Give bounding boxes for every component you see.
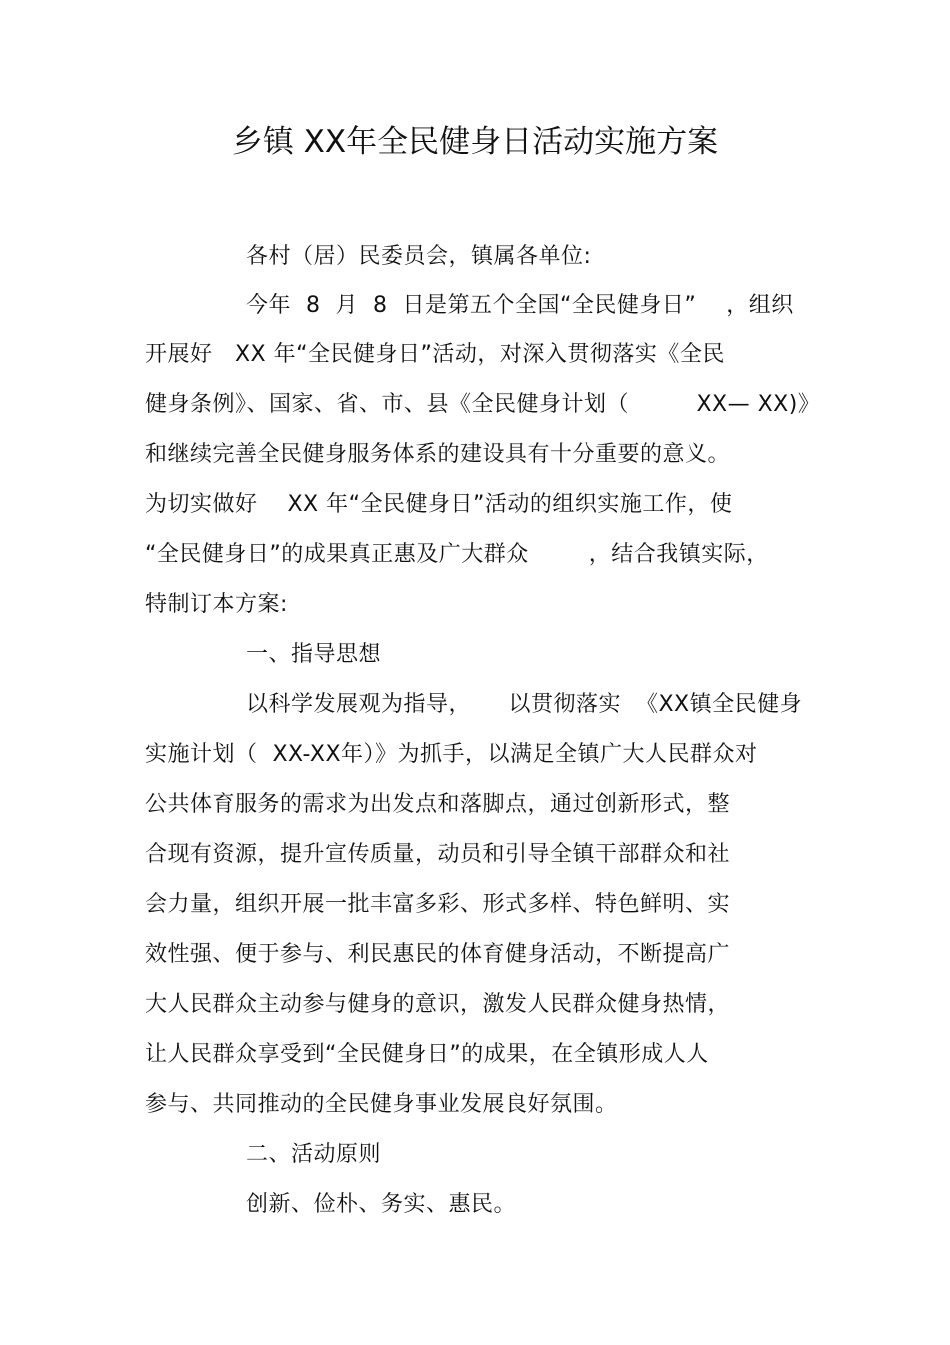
paragraph-line: 开展好 XX 年“全民健身日”活动，对深入贯彻落实《全民 — [145, 342, 725, 367]
paragraph-line: “全民健身日”的成果真正惠及广大群众 ，结合我镇实际， — [145, 542, 769, 567]
paragraph-line: 实施计划（ XX-XX年）》为抓手，以满足全镇广大人民群众对 — [145, 742, 758, 767]
paragraph-line: 公共体育服务的需求为出发点和落脚点，通过创新形式，整 — [145, 792, 731, 817]
salutation-line: 各村（居）民委员会，镇属各单位: — [246, 244, 592, 269]
paragraph-line: 会力量，组织开展一批丰富多彩、形式多样、特色鲜明、实 — [145, 892, 731, 917]
paragraph-line: 效性强、便于参与、利民惠民的体育健身活动，不断提高广 — [145, 942, 731, 967]
paragraph-line: 创新、俭朴、务实、惠民。 — [246, 1192, 517, 1217]
paragraph-line: 大人民群众主动参与健身的意识，激发人民群众健身热情， — [145, 992, 731, 1017]
paragraph-line: 合现有资源，提升宣传质量，动员和引导全镇干部群众和社 — [145, 842, 731, 867]
paragraph-line: 让人民群众享受到“全民健身日”的成果，在全镇形成人人 — [145, 1042, 709, 1067]
paragraph-line: 和继续完善全民健身服务体系的建设具有十分重要的意义。 — [145, 442, 731, 467]
section-heading: 二、活动原则 — [246, 1142, 382, 1167]
paragraph-line: 特制订本方案: — [145, 592, 288, 617]
paragraph-line: 以科学发展观为指导， 以贯彻落实 《XX镇全民健身 — [246, 692, 803, 717]
paragraph-line: 今年 8 月 8 日是第五个全国“全民健身日” ，组织 — [246, 293, 794, 318]
section-heading: 一、指导思想 — [246, 642, 382, 667]
document-title: 乡镇 XX年全民健身日活动实施方案 — [231, 124, 719, 160]
paragraph-line: 参与、共同推动的全民健身事业发展良好氛围。 — [145, 1092, 618, 1117]
paragraph-line: 健身条例》、国家、省、市、县《全民健身计划（ XX— XX)》 — [145, 392, 821, 417]
paragraph-line: 为切实做好 XX 年“全民健身日”活动的组织实施工作，使 — [145, 492, 733, 517]
